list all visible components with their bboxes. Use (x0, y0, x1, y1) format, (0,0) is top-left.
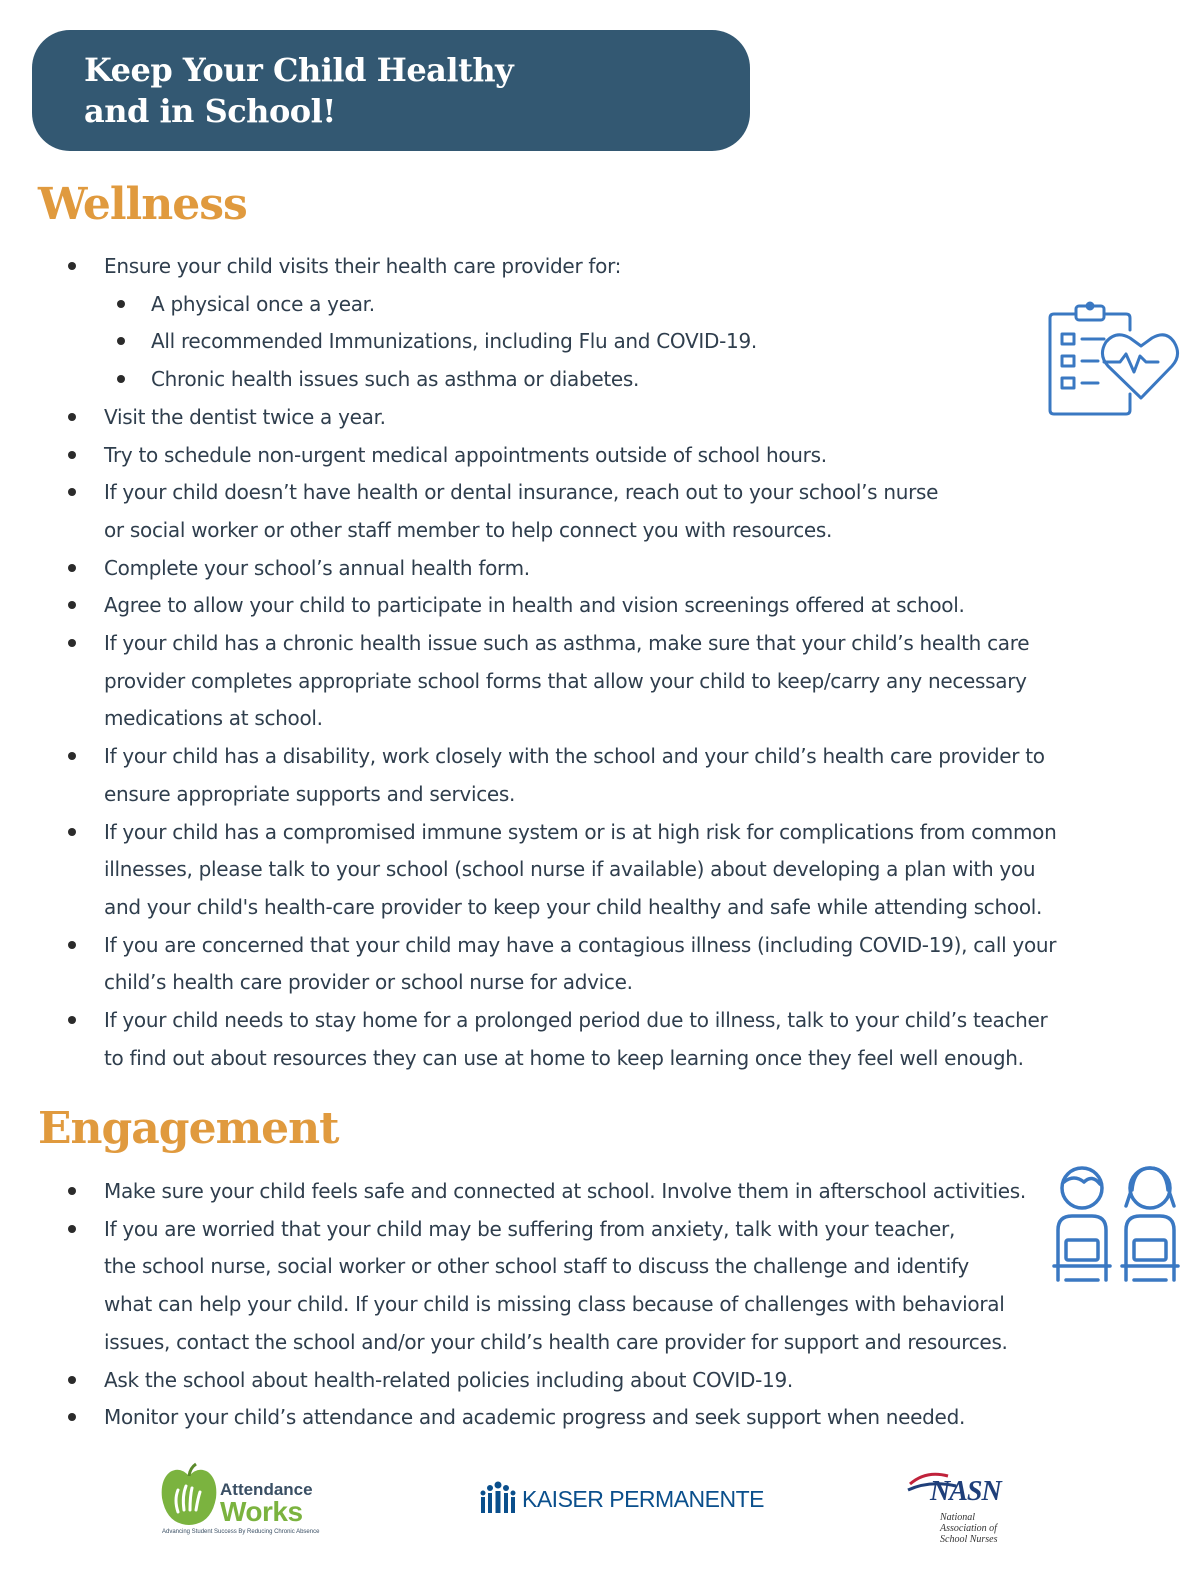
sub-list-item: All recommended Immunizations, including Flu and COVID-19. (112, 323, 1056, 361)
students-icon (1050, 1162, 1182, 1286)
list-item: Monitor your child’s attendance and academic progress and seek support when needed. (64, 1399, 1026, 1437)
kaiser-figures-icon (478, 1480, 518, 1516)
list-item: Agree to allow your child to participate in health and vision screenings offered at school. (64, 587, 1056, 625)
list-item: If you are worried that your child may be suffering from anxiety, talk with your teacher, the school nurse, social worker or other school staff to discuss the challenge and identify what can help your child. If your child is missing class because of challenges with behavioral issues, contact the school and/or your child’s health care provider for support and resources. (64, 1211, 1026, 1362)
list-item: If your child has a compromised immune system or is at high risk for complications from common illnesses, please talk to your school (school nurse if available) about developing a plan with you and your child's health-care provider to keep your child healthy and safe while attending school. (64, 814, 1056, 927)
engagement-list (64, 1173, 1026, 1437)
page-title (84, 50, 750, 132)
sub-list-item: Chronic health issues such as asthma or diabetes. (112, 361, 1056, 399)
list-item: Make sure your child feels safe and connected at school. Involve them in afterschool activities. (64, 1173, 1026, 1211)
attendance-works-word1: Attendance (220, 1480, 313, 1499)
engagement-heading: Engagement (38, 1103, 339, 1154)
list-item: If you are concerned that your child may have a contagious illness (including COVID-19), call your child’s health care provider or school nurse for advice. (64, 927, 1056, 1002)
attendance-works-tagline: Advancing Student Success By Reducing Chronic Absence (162, 1529, 320, 1535)
list-item: Complete your school’s annual health form. (64, 550, 1056, 588)
list-item: If your child has a disability, work closely with the school and your child’s health care provider to ensure appropriate supports and services. (64, 738, 1056, 813)
sub-list-item: A physical once a year. (112, 286, 1056, 324)
list-item: Ask the school about health-related policies including about COVID-19. (64, 1362, 1026, 1400)
attendance-works-logo (160, 1462, 340, 1544)
title-banner (32, 30, 750, 151)
nasn-wordmark: NASN (930, 1476, 1001, 1507)
list-item: Visit the dentist twice a year. (64, 399, 1056, 437)
wellness-sub-list (112, 286, 1056, 399)
list-item: If your child has a chronic health issue such as asthma, make sure that your child’s health care provider completes appropriate school forms that allow your child to keep/carry any necessary medications at school. (64, 625, 1056, 738)
nasn-logo (906, 1466, 1026, 1556)
list-item: If your child needs to stay home for a prolonged period due to illness, talk to your child’s teacher to find out about resources they can use at home to keep learning once they feel well enough. (64, 1002, 1056, 1077)
clipboard-heart-icon (1046, 300, 1180, 416)
list-item: Try to schedule non-urgent medical appointments outside of school hours. (64, 437, 1056, 475)
title-line-2: and in School! (84, 92, 336, 130)
list-item: If your child doesn’t have health or dental insurance, reach out to your school’s nurse or social worker or other staff member to help connect you with resources. (64, 474, 1056, 549)
wellness-heading: Wellness (38, 179, 247, 230)
title-line-1: Keep Your Child Healthy (84, 51, 514, 89)
apple-hand-icon (160, 1462, 218, 1528)
wellness-list (64, 248, 1056, 1077)
kaiser-permanente-logo (478, 1478, 778, 1518)
nasn-subtitle: National Association of School Nurses (940, 1512, 998, 1545)
list-item: Ensure your child visits their health care provider for: A physical once a year. All recommended Immunizations, including Flu and COVID-19. Chronic health issues such as asthma or diabetes. (64, 248, 1056, 399)
attendance-works-word2: Works (220, 1496, 303, 1527)
kaiser-wordmark: KAISER PERMANENTE (522, 1486, 764, 1512)
